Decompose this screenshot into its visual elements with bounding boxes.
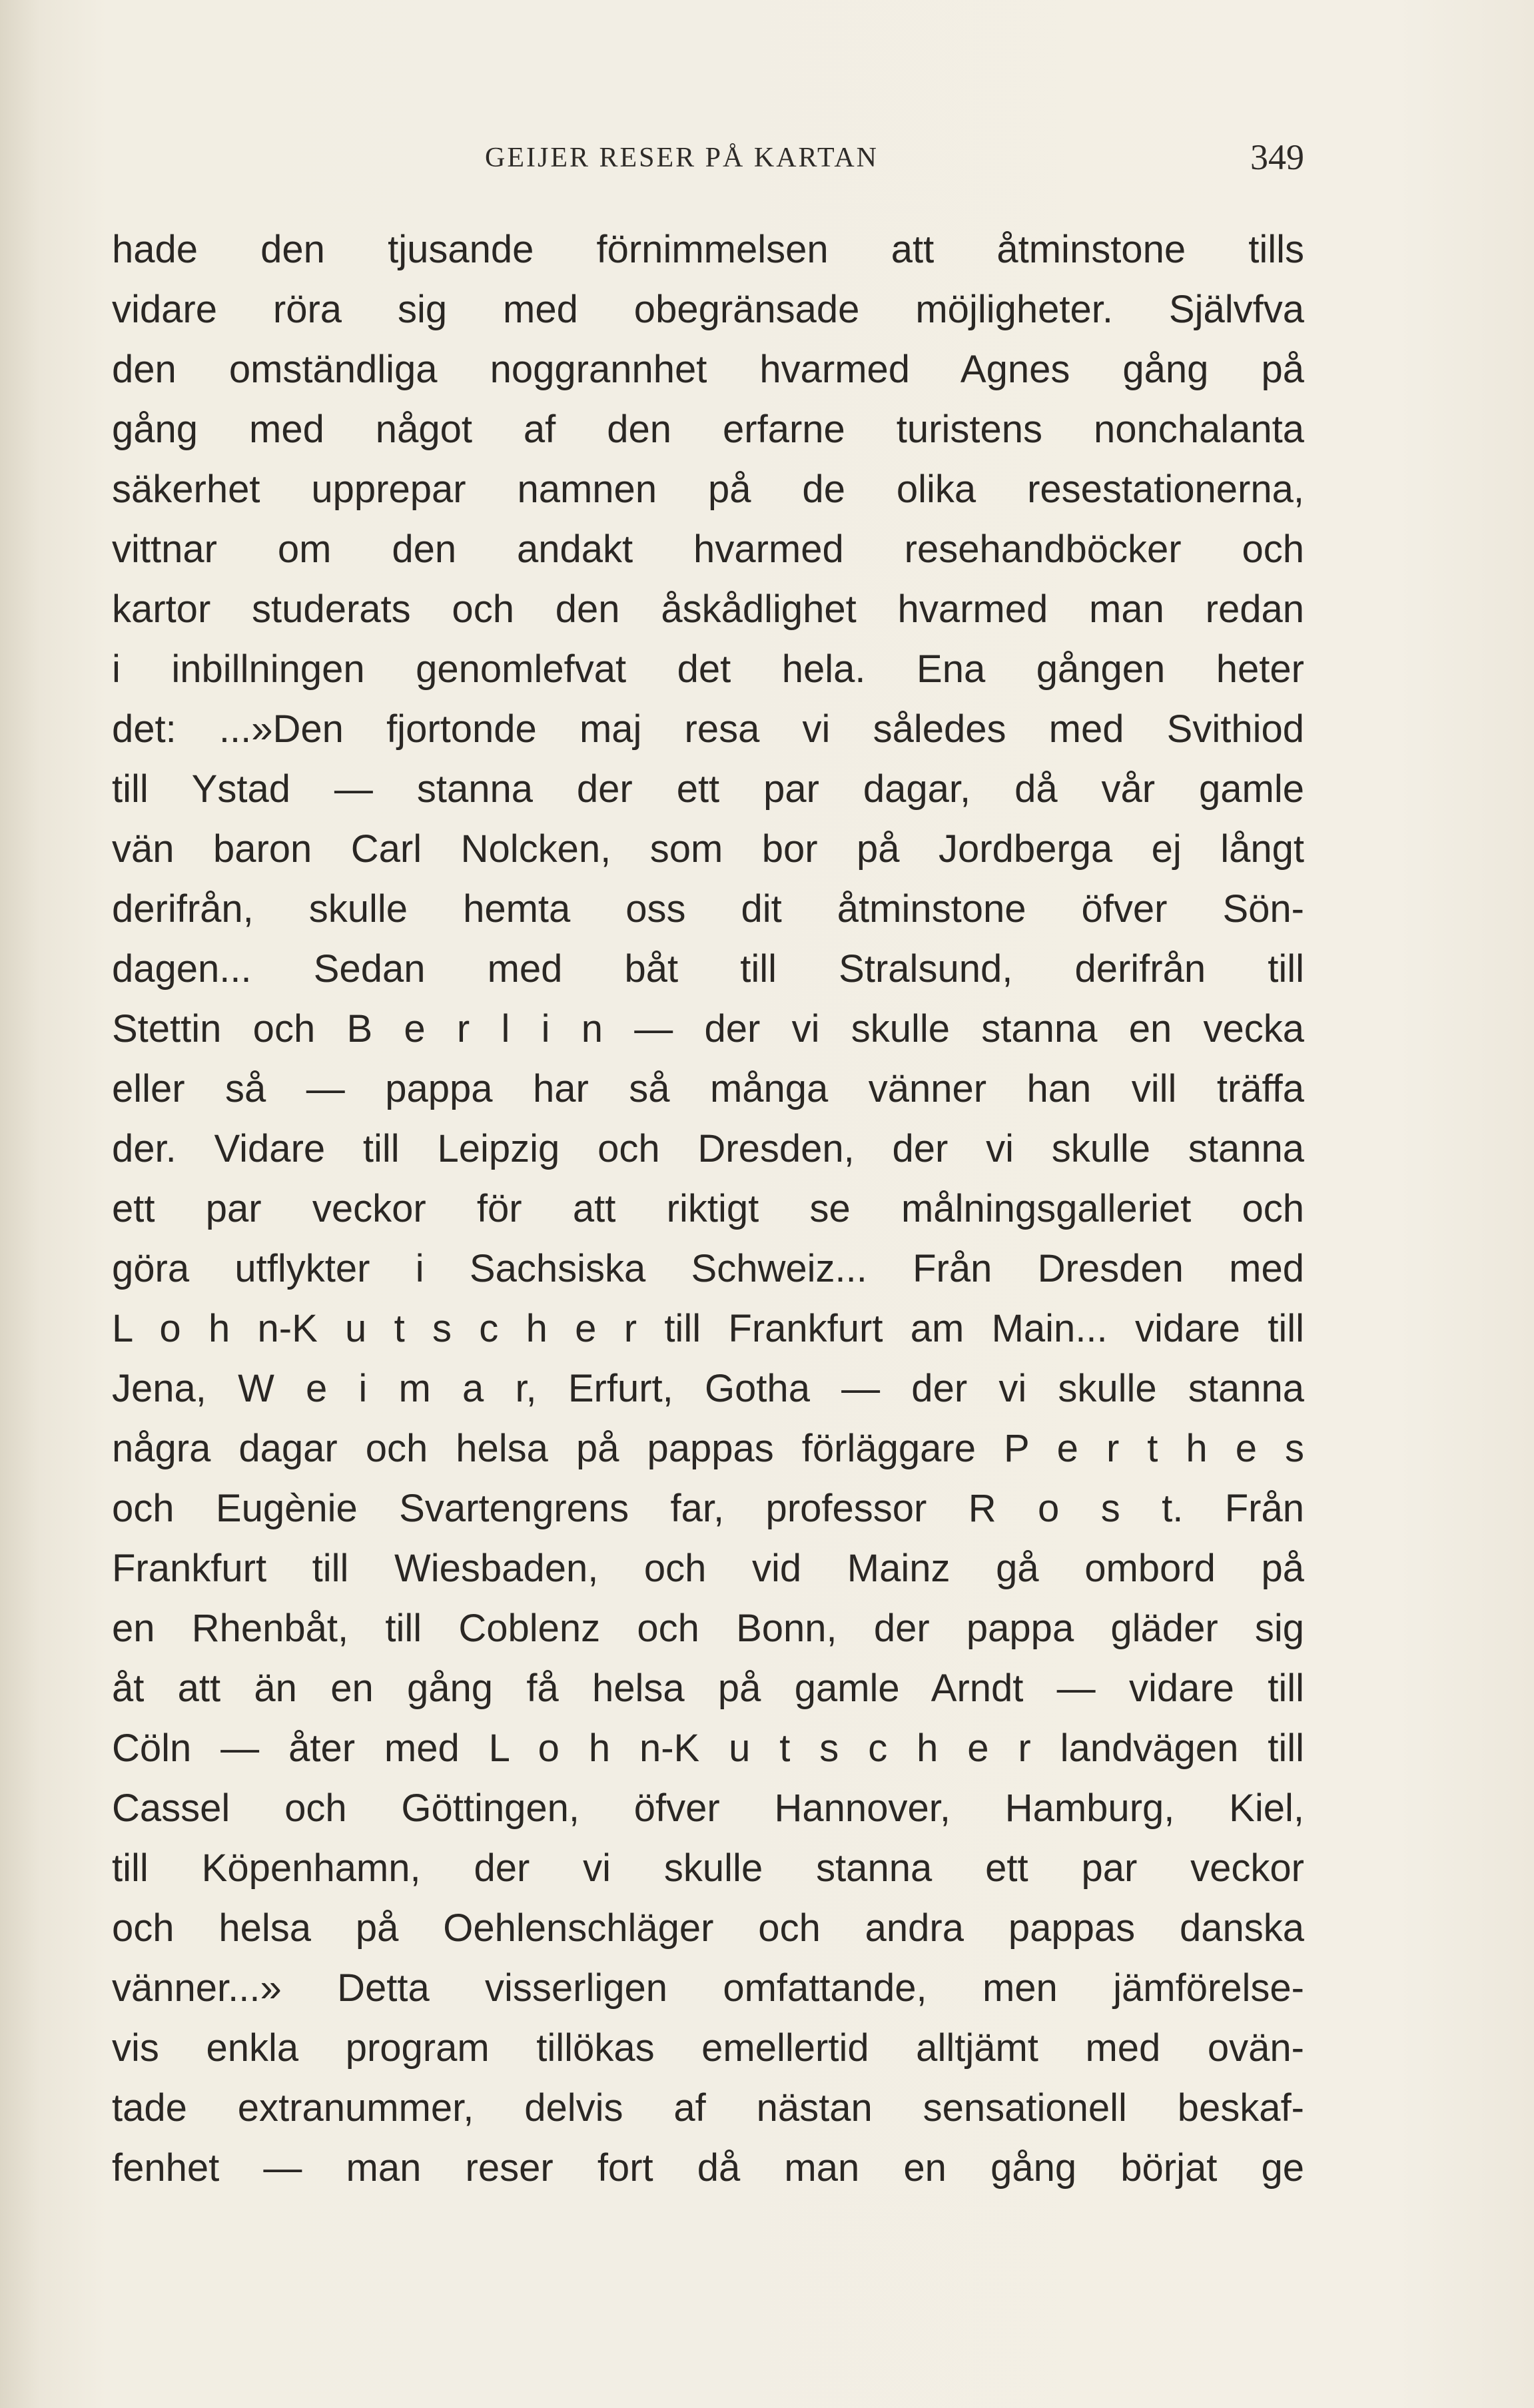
running-head: GEIJER RESER PÅ KARTAN (485, 143, 879, 173)
text-line: vänner...» Detta visserligen omfattande, men jämförelse- (112, 1966, 1304, 2010)
text-line: Stettin och B e r l i n — der vi skulle stanna en vecka (112, 1007, 1304, 1050)
text-line: en Rhenbåt, till Coblenz och Bonn, der pappa gläder sig (112, 1607, 1304, 1650)
text-line: till Ystad — stanna der ett par dagar, då vår gamle (112, 767, 1304, 811)
text-line: den omständliga noggrannhet hvarmed Agnes gång på (112, 348, 1304, 391)
text-line: gång med något af den erfarne turistens nonchalanta (112, 408, 1304, 451)
text-line: eller så — pappa har så många vänner han vill träffa (112, 1067, 1304, 1110)
text-line: ett par veckor för att riktigt se målningsgalleriet och (112, 1187, 1304, 1230)
text-line: L o h n-K u t s c h e r till Frankfurt am Main... vidare till (112, 1307, 1304, 1350)
text-line: och helsa på Oehlenschläger och andra pappas danska (112, 1906, 1304, 1950)
text-line: hade den tjusande förnimmelsen att åtminstone tills (112, 228, 1304, 271)
text-line: göra utflykter i Sachsiska Schweiz... Från Dresden med (112, 1247, 1304, 1290)
page-number: 349 (1250, 137, 1304, 177)
text-line: vän baron Carl Nolcken, som bor på Jordberga ej långt (112, 827, 1304, 871)
text-line: dagen... Sedan med båt till Stralsund, derifrån till (112, 947, 1304, 991)
text-line: till Köpenhamn, der vi skulle stanna ett par veckor (112, 1846, 1304, 1890)
text-line: Cöln — åter med L o h n-K u t s c h e r landvägen till (112, 1727, 1304, 1770)
text-line: vittnar om den andakt hvarmed resehandböcker och (112, 528, 1304, 571)
text-line: vis enkla program tillökas emellertid alltjämt med ovän- (112, 2026, 1304, 2070)
page-header (112, 137, 1304, 183)
text-line: kartor studerats och den åskådlighet hvarmed man redan (112, 588, 1304, 631)
text-line: Frankfurt till Wiesbaden, och vid Mainz gå ombord på (112, 1547, 1304, 1590)
text-line: säkerhet upprepar namnen på de olika resestationerna, (112, 468, 1304, 511)
text-line: vidare röra sig med obegränsade möjligheter. Självfva (112, 288, 1304, 331)
text-line: derifrån, skulle hemta oss dit åtminstone öfver Sön- (112, 887, 1304, 931)
text-line: några dagar och helsa på pappas förläggare P e r t h e s (112, 1427, 1304, 1470)
text-line: det: ...»Den fjortonde maj resa vi således med Svithiod (112, 707, 1304, 751)
text-line: i inbillningen genomlefvat det hela. Ena gången heter (112, 647, 1304, 691)
text-line: fenhet — man reser fort då man en gång börjat ge (112, 2146, 1304, 2190)
text-line: och Eugènie Svartengrens far, professor R o s t. Från (112, 1487, 1304, 1530)
text-line: Cassel och Göttingen, öfver Hannover, Hamburg, Kiel, (112, 1787, 1304, 1830)
text-line: åt att än en gång få helsa på gamle Arndt — vidare till (112, 1667, 1304, 1710)
body-text (112, 220, 1304, 2198)
text-line: tade extranummer, delvis af nästan sensationell beskaf- (112, 2086, 1304, 2130)
text-line: der. Vidare till Leipzig och Dresden, der vi skulle stanna (112, 1127, 1304, 1170)
text-line: Jena, W e i m a r, Erfurt, Gotha — der vi skulle stanna (112, 1367, 1304, 1410)
